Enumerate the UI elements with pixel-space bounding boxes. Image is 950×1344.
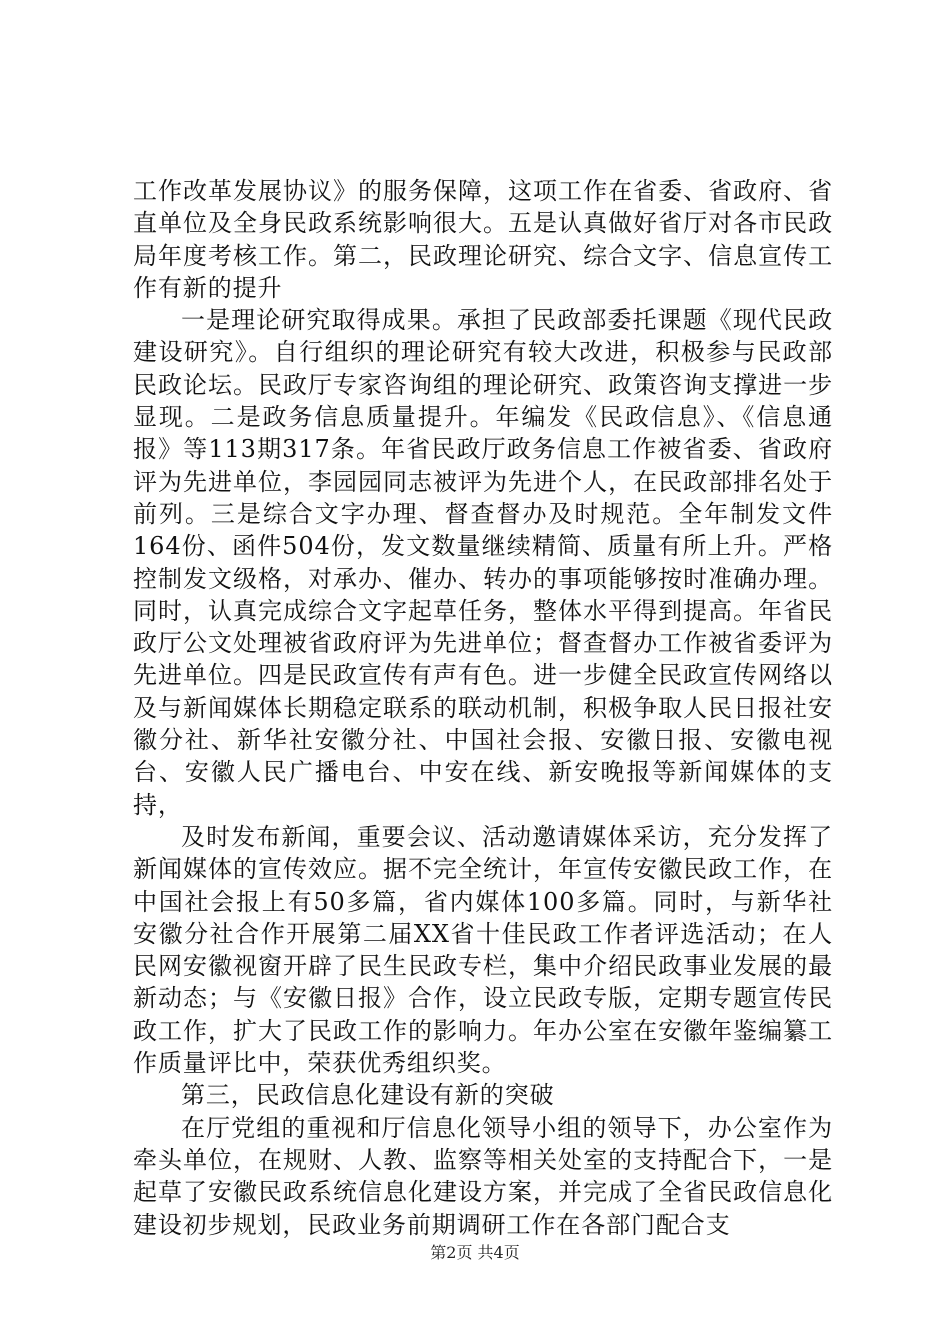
paragraph-informatization: 在厅党组的重视和厅信息化领导小组的领导下，办公室作为牵头单位，在规财、人教、监察等相关处室的支持配合下，一是起草了安徽民政系统信息化建设方案，并完成了全省民政信息化建设初步规划，民政业务前期调研工作在各部门配合支	[133, 1113, 833, 1239]
page-number: 第2页 共4页	[430, 1243, 520, 1262]
section-heading-informatization: 第三，民政信息化建设有新的突破	[181, 1081, 555, 1110]
page-footer	[0, 1243, 950, 1263]
paragraph-theory-research: 一是理论研究取得成果。承担了民政部委托课题《现代民政建设研究》。自行组织的理论研究有较大改进，积极参与民政部民政论坛。民政厅专家咨询组的理论研究、政策咨询支撑进一步显现。二是政务信息质量提升。年编发《民政信息》、《信息通报》等113期317条。年省民政厅政务信息工作被省委、省政府评为先进单位，李园园同志被评为先进个人，在民政部排名处于前列。三是综合文字办理、督查督办及时规范。全年制发文件164份、函件504份，发文数量继续精简、质量有所上升。严格控制发文级格，对承办、催办、转办的事项能够按时准确办理。同时，认真完成综合文字起草任务，整体水平得到提高。年省民政厅公文处理被省政府评为先进单位；督查督办工作被省委评为先进单位。四是民政宣传有声有色。进一步健全民政宣传网络以及与新闻媒体长期稳定联系的联动机制，积极争取人民日报社安徽分社、新华社安徽分社、中国社会报、安徽日报、安徽电视台、安徽人民广播电台、中安在线、新安晚报等新闻媒体的支持，	[133, 306, 833, 819]
paragraph-continuation: 工作改革发展协议》的服务保障，这项工作在省委、省政府、省直单位及全身民政系统影响很大。五是认真做好省厅对各市民政局年度考核工作。第二，民政理论研究、综合文字、信息宣传工作有新的提升	[133, 177, 833, 302]
document-body	[133, 175, 833, 1241]
paragraph-news-release: 及时发布新闻，重要会议、活动邀请媒体采访，充分发挥了新闻媒体的宣传效应。据不完全统计，年宣传安徽民政工作，在中国社会报上有50多篇，省内媒体100多篇。同时，与新华社安徽分社合作开展第二届XX省十佳民政工作者评选活动；在人民网安徽视窗开辟了民生民政专栏，集中介绍民政事业发展的最新动态；与《安徽日报》合作，设立民政专版，定期专题宣传民政工作，扩大了民政工作的影响力。年办公室在安徽年鉴编纂工作质量评比中，荣获优秀组织奖。	[133, 822, 833, 1078]
